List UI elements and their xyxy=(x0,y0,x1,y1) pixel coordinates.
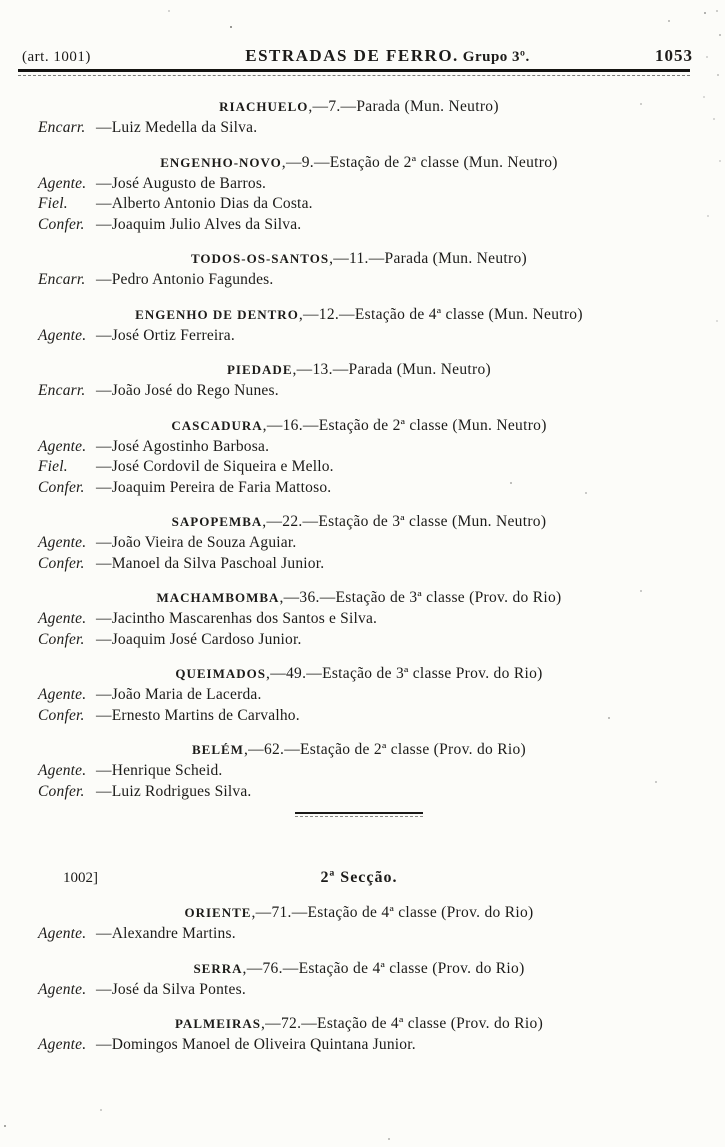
staff-line xyxy=(38,924,680,945)
staff-line xyxy=(38,1035,680,1056)
content xyxy=(0,76,725,1056)
staff-role: Agente. xyxy=(38,174,87,192)
station-heading xyxy=(38,1013,680,1035)
staff-line xyxy=(38,478,680,499)
station-detail: ,—72.—Estação de 4ª classe (Prov. do Rio) xyxy=(261,1015,544,1032)
staff-role: Encarr. xyxy=(38,271,86,288)
station-entry xyxy=(38,1013,680,1056)
staff-role: Agente. xyxy=(38,610,87,627)
staff-line xyxy=(38,118,680,139)
staff-name: —Pedro Antonio Fagundes. xyxy=(96,271,274,288)
article-reference: (art. 1001) xyxy=(22,49,91,65)
running-title xyxy=(172,46,603,66)
staff-line xyxy=(38,554,680,575)
staff-name: —Luiz Rodrigues Silva. xyxy=(96,782,252,800)
staff-name: —Joaquim Julio Alves da Silva. xyxy=(96,215,302,233)
station-name: QUEIMADOS xyxy=(175,666,267,681)
staff-role: Confer. xyxy=(38,706,85,724)
station-detail: ,—13.—Parada (Mun. Neutro) xyxy=(292,361,491,378)
station-heading xyxy=(38,511,680,533)
staff-line xyxy=(38,782,680,803)
staff-line xyxy=(38,457,680,478)
staff-role: Agente. xyxy=(38,686,87,703)
staff-name: —Joaquim José Cardoso Junior. xyxy=(96,630,302,648)
station-heading xyxy=(38,958,680,980)
station-entry xyxy=(38,96,680,139)
station-heading xyxy=(38,359,680,381)
station-entry xyxy=(38,902,680,945)
staff-role: Confer. xyxy=(38,630,85,648)
staff-line xyxy=(38,630,680,651)
station-entry xyxy=(38,415,680,499)
station-heading xyxy=(38,587,680,609)
station-detail: ,—7.—Parada (Mun. Neutro) xyxy=(308,98,499,115)
staff-name: —José Augusto de Barros. xyxy=(96,174,267,192)
station-heading xyxy=(38,304,680,326)
margin-reference: 1002] xyxy=(63,870,98,886)
page-header xyxy=(0,0,725,66)
station-detail: ,—16.—Estação de 2ª classe (Mun. Neutro) xyxy=(262,416,547,434)
station-entry xyxy=(38,304,680,347)
station-entry xyxy=(38,248,680,291)
staff-name: —Luiz Medella da Silva. xyxy=(96,119,258,136)
staff-name: —José da Silva Pontes. xyxy=(96,980,246,998)
station-name: BELÉM xyxy=(192,742,244,757)
station-name: PALMEIRAS xyxy=(174,1016,261,1031)
staff-line xyxy=(38,381,680,402)
station-name: SAPOPEMBA xyxy=(171,514,263,529)
staff-name: —José Ortiz Ferreira. xyxy=(96,326,235,344)
station-heading xyxy=(38,663,680,685)
staff-line xyxy=(38,706,680,727)
section-divider xyxy=(295,812,423,817)
header-rule xyxy=(18,69,690,76)
station-name: ORIENTE xyxy=(184,905,252,920)
station-entry xyxy=(38,359,680,402)
station-detail: ,—71.—Estação de 4ª classe (Prov. do Rio) xyxy=(251,904,534,921)
staff-line xyxy=(38,685,680,706)
station-entry xyxy=(38,587,680,650)
staff-line xyxy=(38,609,680,630)
station-name: ENGENHO DE DENTRO xyxy=(135,306,299,322)
staff-role: Agente. xyxy=(38,980,87,998)
station-name: SERRA xyxy=(193,960,243,976)
staff-line xyxy=(38,270,680,291)
staff-role: Confer. xyxy=(38,554,85,572)
staff-name: —José Agostinho Barbosa. xyxy=(96,437,270,455)
station-name: ENGENHO-NOVO xyxy=(160,154,282,170)
staff-line xyxy=(38,215,680,236)
station-entry xyxy=(38,152,680,236)
station-name: CASCADURA xyxy=(171,417,263,433)
station-entry xyxy=(38,958,680,1001)
staff-name: —João José do Rego Nunes. xyxy=(96,382,279,399)
staff-role: Agente. xyxy=(38,1036,87,1053)
station-detail: ,—76.—Estação de 4ª classe (Prov. do Rio) xyxy=(242,959,525,977)
staff-role: Encarr. xyxy=(38,119,86,136)
staff-name: —João Maria de Lacerda. xyxy=(96,686,262,703)
station-detail: ,—62.—Estação de 2ª classe (Prov. do Rio) xyxy=(243,741,526,758)
station-detail: ,—36.—Estação de 3ª classe (Prov. do Rio) xyxy=(279,589,562,606)
station-detail: ,—49.—Estação de 3ª classe Prov. do Rio) xyxy=(266,665,543,682)
staff-line xyxy=(38,174,680,195)
staff-role: Confer. xyxy=(38,478,85,496)
scan-noise xyxy=(0,0,2,2)
station-heading xyxy=(38,248,680,270)
staff-role: Agente. xyxy=(38,534,87,551)
station-entry xyxy=(38,663,680,726)
running-title-group: Grupo 3º. xyxy=(462,49,530,65)
staff-name: —Henrique Scheid. xyxy=(96,762,223,779)
section-header xyxy=(38,867,680,889)
station-name: MACHAMBOMBA xyxy=(156,590,280,605)
station-entry xyxy=(38,739,680,802)
station-detail: ,—9.—Estação de 2ª classe (Mun. Neutro) xyxy=(281,153,558,171)
staff-role: Agente. xyxy=(38,762,87,779)
station-detail: ,—12.—Estação de 4ª classe (Mun. Neutro) xyxy=(298,305,583,323)
staff-name: —Domingos Manoel de Oliveira Quintana Junior. xyxy=(96,1036,416,1053)
staff-role: Confer. xyxy=(38,215,85,233)
staff-name: —Alexandre Martins. xyxy=(96,925,236,942)
station-heading xyxy=(38,739,680,761)
page-number: 1053 xyxy=(655,46,693,65)
staff-line xyxy=(38,194,680,215)
station-heading xyxy=(38,415,680,437)
station-detail: ,—22.—Estação de 3ª classe (Mun. Neutro) xyxy=(262,513,547,530)
staff-role: Agente. xyxy=(38,925,87,942)
station-entry xyxy=(38,511,680,574)
staff-role: Confer. xyxy=(38,782,85,800)
staff-role: Fiel. xyxy=(38,195,68,212)
staff-line xyxy=(38,761,680,782)
staff-line xyxy=(38,326,680,347)
section-title: 2ª Secção. xyxy=(320,869,398,886)
staff-role: Agente. xyxy=(38,437,87,455)
staff-name: —Manoel da Silva Paschoal Junior. xyxy=(96,554,325,572)
staff-line xyxy=(38,980,680,1001)
staff-name: —José Cordovil de Siqueira e Mello. xyxy=(96,458,334,475)
staff-name: —João Vieira de Souza Aguiar. xyxy=(96,534,297,551)
staff-role: Fiel. xyxy=(38,458,68,475)
staff-name: —Jacintho Mascarenhas dos Santos e Silva. xyxy=(96,610,378,627)
staff-line xyxy=(38,533,680,554)
staff-name: —Ernesto Martins de Carvalho. xyxy=(96,706,300,724)
station-heading xyxy=(38,902,680,924)
station-name: RIACHUELO xyxy=(219,99,309,114)
staff-role: Encarr. xyxy=(38,382,86,399)
staff-name: —Alberto Antonio Dias da Costa. xyxy=(96,195,313,212)
station-heading xyxy=(38,152,680,174)
station-detail: ,—11.—Parada (Mun. Neutro) xyxy=(329,250,527,267)
staff-line xyxy=(38,437,680,458)
station-name: TODOS-OS-SANTOS xyxy=(191,251,330,266)
station-heading xyxy=(38,96,680,118)
station-name: PIEDADE xyxy=(226,362,293,377)
staff-role: Agente. xyxy=(38,326,87,344)
staff-name: —Joaquim Pereira de Faria Mattoso. xyxy=(96,478,332,496)
running-title-main: ESTRADAS DE FERRO. xyxy=(245,46,459,65)
